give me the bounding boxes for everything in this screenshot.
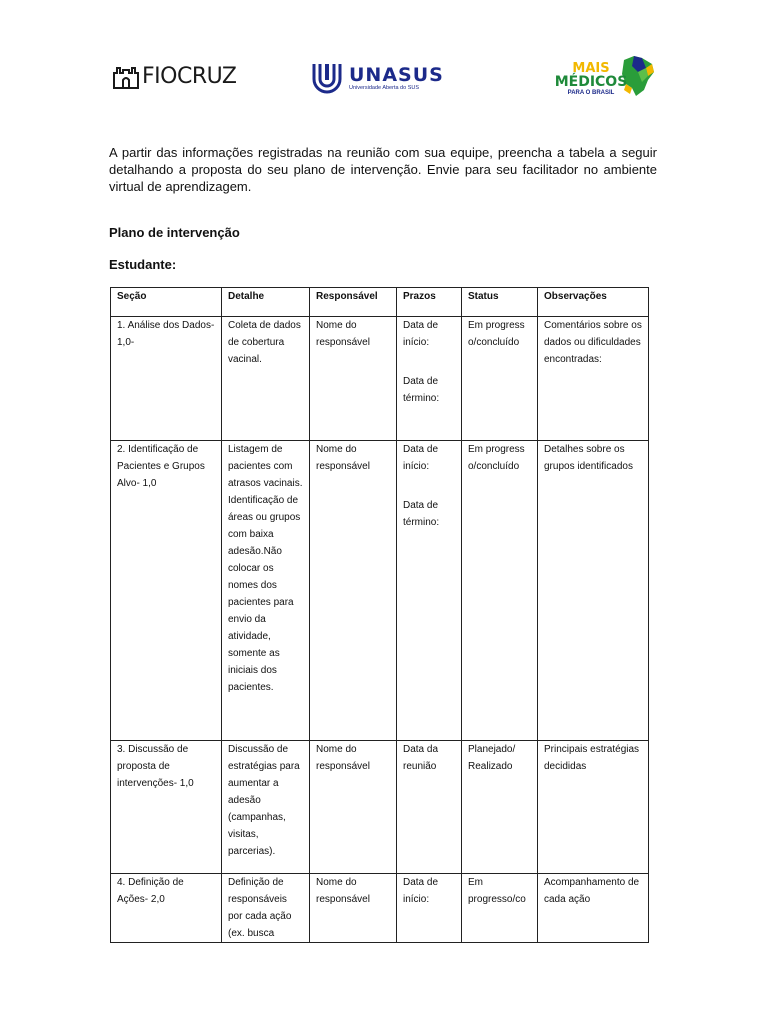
prazo-inicio: Data de início: [403,320,439,348]
mais-medicos-line1: MAIS [572,61,610,76]
cell-detalhe: Coleta de dados de cobertura vacinal. [222,317,310,441]
table-header-row [111,288,649,317]
cell-prazos: Data da reunião [397,741,462,874]
cell-secao: 1. Análise dos Dados- 1,0- [111,317,222,441]
cell-observacoes: Detalhes sobre os grupos identificados [538,441,649,741]
unasus-u-icon [309,60,345,96]
cell-prazos: Data de início: [397,874,462,943]
fiocruz-castle-icon [113,65,139,89]
unasus-logo [309,60,444,96]
prazo-inicio: Data de início: [403,444,439,472]
cell-prazos [397,317,462,441]
mais-medicos-logo [552,54,656,106]
cell-detalhe: Listagem de pacientes com atrasos vacinais. Identificação de áreas ou grupos com baixa adesão.Não colocar os nomes dos pacientes para envio da atividade, somente as iniciais dos pacientes. [222,441,310,741]
fiocruz-wordmark: FIOCRUZ [142,64,237,89]
cell-observacoes: Principais estratégias decididas [538,741,649,874]
prazo-termino: Data de término: [403,376,440,404]
unasus-subtitle: Universidade Aberta do SUS [349,84,420,91]
cell-status: Planejado/ Realizado [462,741,538,874]
prazo-termino: Data de término: [403,500,440,528]
cell-secao: 3. Discussão de proposta de intervenções- 1,0 [111,741,222,874]
fiocruz-logo [113,64,236,89]
page-header [0,44,768,110]
cell-detalhe: Definição de responsáveis por cada ação (ex. busca [222,874,310,943]
cell-responsavel: Nome do responsável [310,441,397,741]
header-observacoes: Observações [538,288,649,317]
header-prazos: Prazos [397,288,462,317]
intervention-plan-table [110,287,649,943]
cell-status: Em progresso/concluído [462,441,538,741]
header-secao: Seção [111,288,222,317]
header-status: Status [462,288,538,317]
intro-paragraph: A partir das informações registradas na reunião com sua equipe, preencha a tabela a seguir detalhando a proposta do seu plano de intervenção. Envie para seu facilitador no ambiente virtual de aprendizagem. [109,145,657,194]
cell-detalhe: Discussão de estratégias para aumentar a adesão (campanhas, visitas, parcerias). [222,741,310,874]
table-row [111,441,649,741]
cell-status: Em progresso/concluído [462,317,538,441]
cell-observacoes: Acompanhamento de cada ação [538,874,649,943]
cell-secao: 4. Definição de Ações- 2,0 [111,874,222,943]
plan-title: Plano de intervenção [109,225,240,240]
cell-secao: 2. Identificação de Pacientes e Grupos Alvo- 1,0 [111,441,222,741]
cell-responsavel: Nome do responsável [310,317,397,441]
header-detalhe: Detalhe [222,288,310,317]
cell-responsavel: Nome do responsável [310,874,397,943]
cell-status: Em progresso/co [462,874,538,943]
cell-observacoes: Comentários sobre os dados ou dificuldades encontradas: [538,317,649,441]
table-row [111,741,649,874]
table-row [111,317,649,441]
table-row [111,874,649,943]
unasus-wordmark: UNASUS [349,63,444,86]
header-responsavel: Responsável [310,288,397,317]
student-label: Estudante: [109,257,177,272]
cell-responsavel: Nome do responsável [310,741,397,874]
mais-medicos-line3: PARA O BRASIL [567,90,615,96]
mais-medicos-line2: MÉDICOS [554,74,628,90]
cell-prazos [397,441,462,741]
